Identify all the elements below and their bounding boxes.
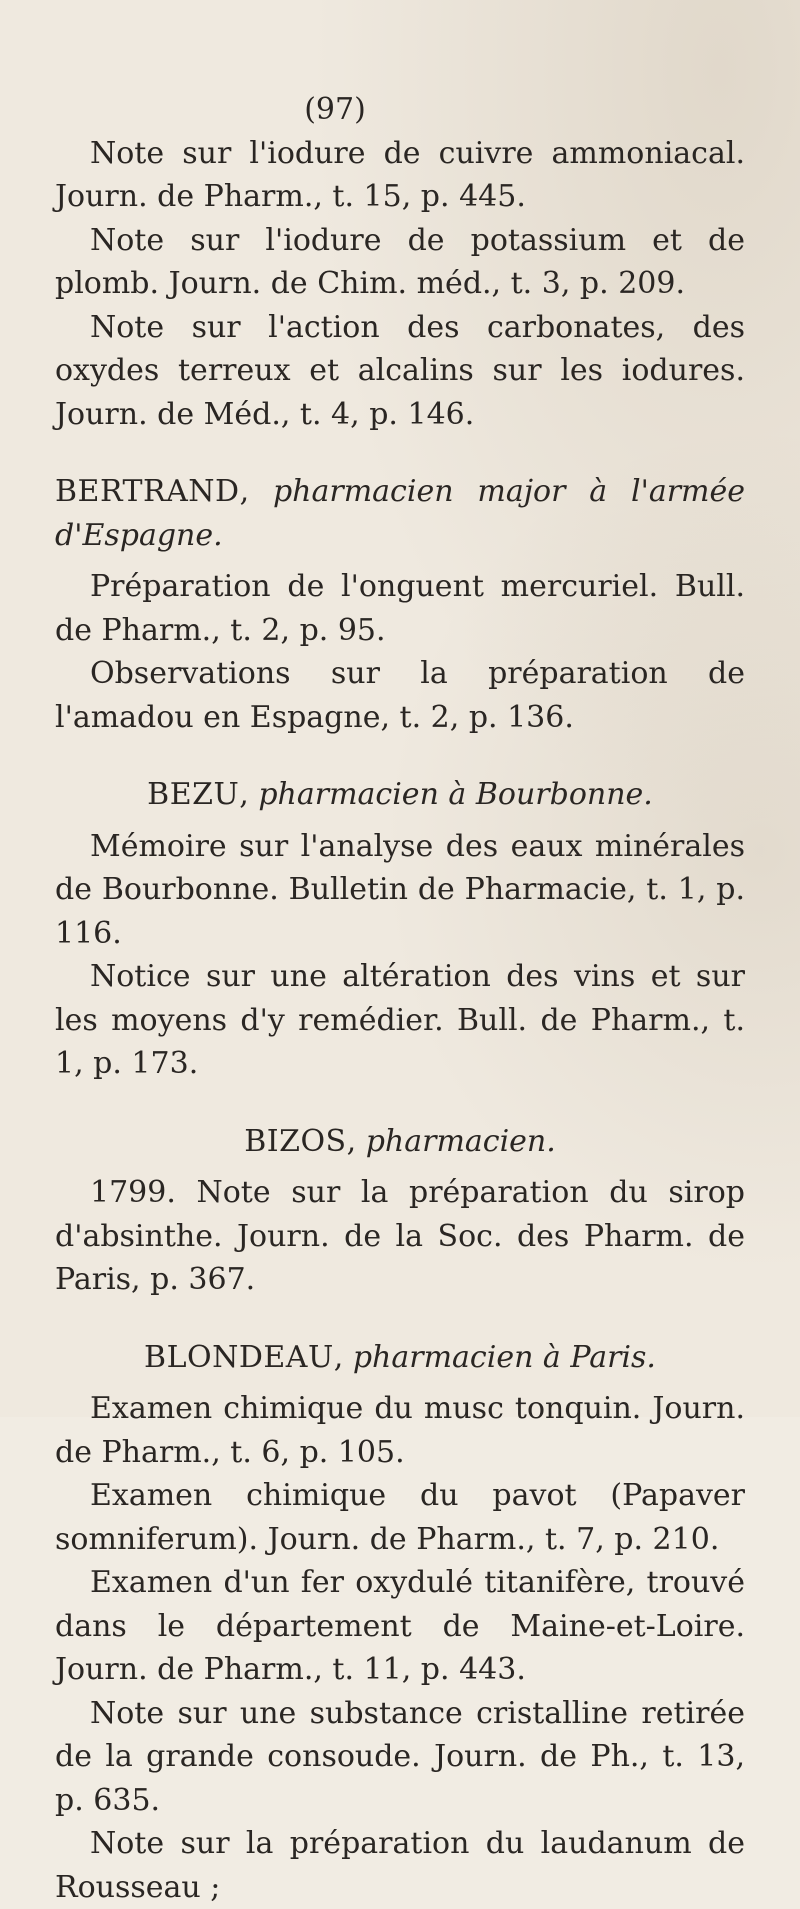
page-number: (97)	[304, 92, 366, 127]
bibliography-entry: Note sur la préparation du laudanum de Rousseau ;	[55, 1826, 745, 1905]
author-heading	[55, 470, 745, 557]
bibliography-entry: Note sur l'iodure de potassium et de plomb. Journ. de Chim. méd., t. 3, p. 209.	[55, 222, 745, 301]
bibliography-entry: Mémoire sur l'analyse des eaux minérales de Bourbonne. Bulletin de Pharmacie, t. 1, p. 116.	[55, 828, 745, 951]
author-name: BIZOS	[244, 1123, 347, 1159]
author-heading	[55, 1336, 745, 1380]
author-name: BLONDEAU	[144, 1339, 334, 1375]
bibliography-entry: Notice sur une altération des vins et sur les moyens d'y remédier. Bull. de Pharm., t. 1, p. 173.	[55, 959, 745, 1081]
bibliography-entry: Examen d'un fer oxydulé titanifère, trouvé dans le département de Maine-et-Loire. Journ. de Pharm., t. 11, p. 443.	[55, 1565, 745, 1687]
bibliography-entry: Examen chimique du musc tonquin. Journ. de Pharm., t. 6, p. 105.	[55, 1391, 745, 1470]
bibliography-entry: Observations sur la préparation de l'amadou en Espagne, t. 2, p. 136.	[55, 656, 745, 735]
page-content	[55, 88, 745, 1909]
bibliography-entry: 1799. Note sur la préparation du sirop d'absinthe. Journ. de la Soc. des Pharm. de Paris, p. 367.	[55, 1175, 745, 1297]
author-role: pharmacien.	[365, 1123, 556, 1159]
author-heading	[55, 1120, 745, 1164]
author-role: pharmacien à Bourbonne.	[258, 777, 653, 812]
separator: ,	[239, 777, 259, 812]
author-role: pharmacien à Paris.	[352, 1339, 656, 1375]
separator: ,	[346, 1123, 366, 1159]
bibliography-entry: Note sur une substance cristalline retirée de la grande consoude. Journ. de Ph., t. 13, p. 635.	[55, 1695, 745, 1818]
separator: ,	[239, 474, 273, 509]
bibliography-entry: Examen chimique du pavot (Papaver somniferum). Journ. de Pharm., t. 7, p. 210.	[55, 1478, 745, 1557]
bibliography-entry: Note sur l'iodure de cuivre ammoniacal. Journ. de Pharm., t. 15, p. 445.	[55, 135, 745, 214]
separator: ,	[333, 1339, 353, 1375]
author-name: BEZU	[147, 777, 240, 812]
author-role: pharmacien major à l'armée d'Espagne.	[55, 474, 745, 553]
bibliography-entry: Préparation de l'onguent mercuriel. Bull. de Pharm., t. 2, p. 95.	[55, 569, 745, 648]
author-heading	[55, 773, 745, 817]
author-name: BERTRAND	[55, 474, 240, 509]
bibliography-entry: Note sur l'action des carbonates, des oxydes terreux et alcalins sur les iodures. Journ. de Méd., t. 4, p. 146.	[55, 309, 745, 432]
